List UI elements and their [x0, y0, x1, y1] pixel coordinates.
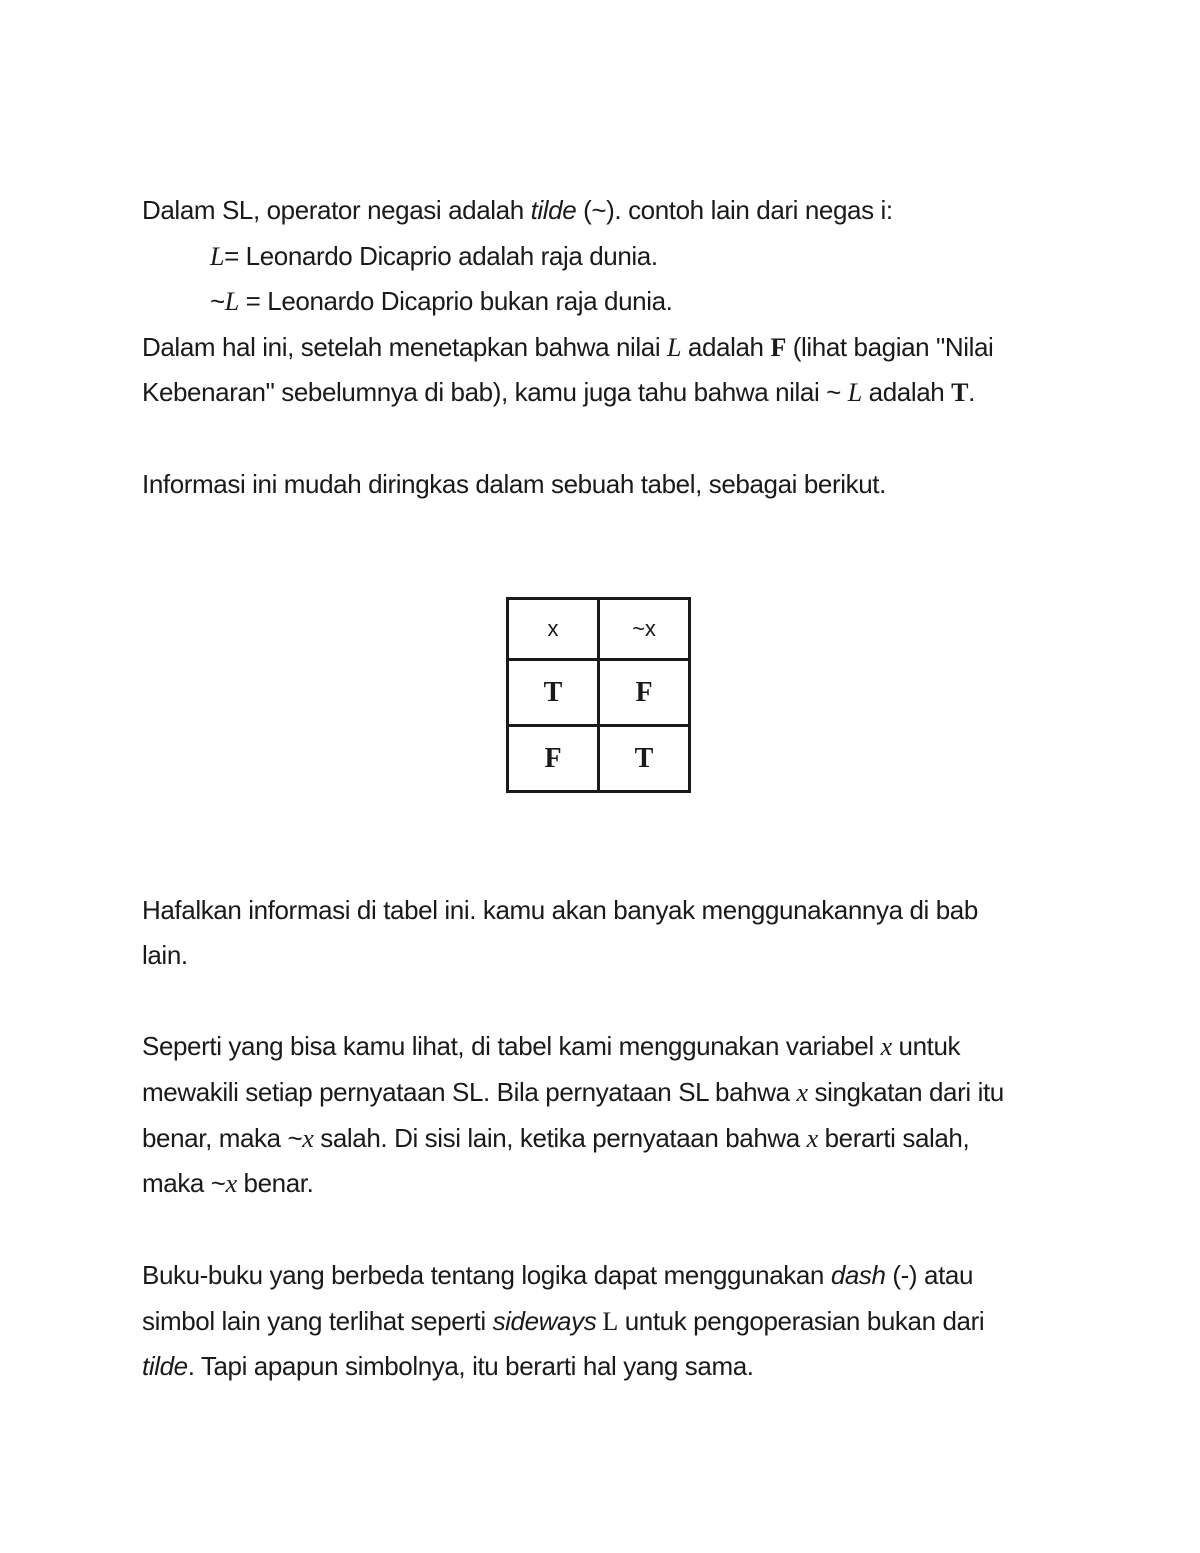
term-sideways: sideways — [492, 1306, 597, 1336]
example-L — [210, 240, 658, 273]
variable-x: x — [880, 1032, 892, 1061]
text: berarti salah, — [817, 1123, 970, 1153]
text: (lihat bagian "Nilai — [785, 332, 994, 362]
variable-L: L — [667, 333, 682, 362]
text: = Leonardo Dicaprio bukan raja dunia. — [238, 286, 673, 316]
text: salah. Di sisi lain, ketika pernyataan bahwa — [313, 1123, 807, 1153]
value-F: F — [770, 333, 786, 362]
term-tilde: tilde — [530, 195, 577, 225]
text: adalah — [681, 332, 771, 362]
text: untuk — [891, 1031, 961, 1061]
header-cell-not-x: ~x — [599, 599, 690, 660]
text: (-) atau — [885, 1260, 974, 1290]
variable-L: L — [210, 242, 225, 271]
paragraph-table-intro: Informasi ini mudah diringkas dalam sebuah tabel, sebagai berikut. — [142, 469, 886, 499]
paragraph-negation-intro — [142, 194, 893, 226]
table-row — [508, 726, 690, 792]
table-row — [508, 660, 690, 726]
variable-L: L — [847, 378, 862, 407]
table-cell: F — [599, 660, 690, 726]
truth-table — [506, 597, 691, 793]
text: singkatan dari itu — [807, 1077, 1004, 1107]
truth-table-header — [508, 599, 690, 660]
table-cell: F — [508, 726, 599, 792]
variable-x: x — [302, 1124, 314, 1153]
paragraph-memorize-line2: lain. — [142, 940, 188, 970]
paragraph-variable-line1 — [142, 1030, 960, 1063]
sideways-l-symbol: L — [596, 1307, 618, 1336]
text: . Tapi apapun simbolnya, itu berarti hal yang sama. — [187, 1351, 754, 1381]
text: simbol lain yang terlihat seperti — [142, 1306, 493, 1336]
text: benar, maka ~ — [142, 1123, 303, 1153]
table-cell: T — [599, 726, 690, 792]
term-dash: dash — [830, 1260, 886, 1290]
variable-x: x — [796, 1078, 808, 1107]
text: mewakili setiap pernyataan SL. Bila pernyataan SL bahwa — [142, 1077, 797, 1107]
text: untuk pengoperasian bukan dari — [617, 1306, 985, 1336]
tilde-symbol: ~ — [210, 286, 225, 316]
example-not-L — [210, 285, 672, 318]
variable-L: L — [224, 287, 239, 316]
variable-x: x — [225, 1169, 237, 1198]
text: benar. — [236, 1168, 314, 1198]
paragraph-symbols-line3 — [142, 1350, 754, 1382]
text: (~). contoh lain dari negas i: — [576, 195, 893, 225]
paragraph-variable-line2 — [142, 1076, 1004, 1109]
text: Dalam hal ini, setelah menetapkan bahwa nilai — [142, 332, 668, 362]
term-tilde: tilde — [142, 1351, 188, 1381]
text: . — [968, 377, 975, 407]
text: Seperti yang bisa kamu lihat, di tabel kami menggunakan variabel — [142, 1031, 881, 1061]
paragraph-symbols-line1 — [142, 1259, 973, 1291]
table-cell: T — [508, 660, 599, 726]
paragraph-variable-line3 — [142, 1122, 969, 1155]
header-cell-x: x — [508, 599, 599, 660]
paragraph-truth-line1 — [142, 331, 993, 364]
paragraph-variable-line4 — [142, 1167, 313, 1200]
text: Dalam SL, operator negasi adalah — [142, 195, 531, 225]
paragraph-truth-line2 — [142, 376, 975, 409]
text: Buku-buku yang berbeda tentang logika dapat menggunakan — [142, 1260, 831, 1290]
paragraph-memorize-line1: Hafalkan informasi di tabel ini. kamu akan banyak menggunakannya di bab — [142, 895, 978, 925]
variable-x: x — [806, 1124, 818, 1153]
text: = Leonardo Dicaprio adalah raja dunia. — [224, 241, 658, 271]
value-T: T — [951, 378, 969, 407]
paragraph-symbols-line2 — [142, 1305, 984, 1338]
text: adalah — [861, 377, 952, 407]
text: maka ~ — [142, 1168, 226, 1198]
text: Kebenaran" sebelumnya di bab), kamu juga tahu bahwa nilai ~ — [142, 377, 848, 407]
